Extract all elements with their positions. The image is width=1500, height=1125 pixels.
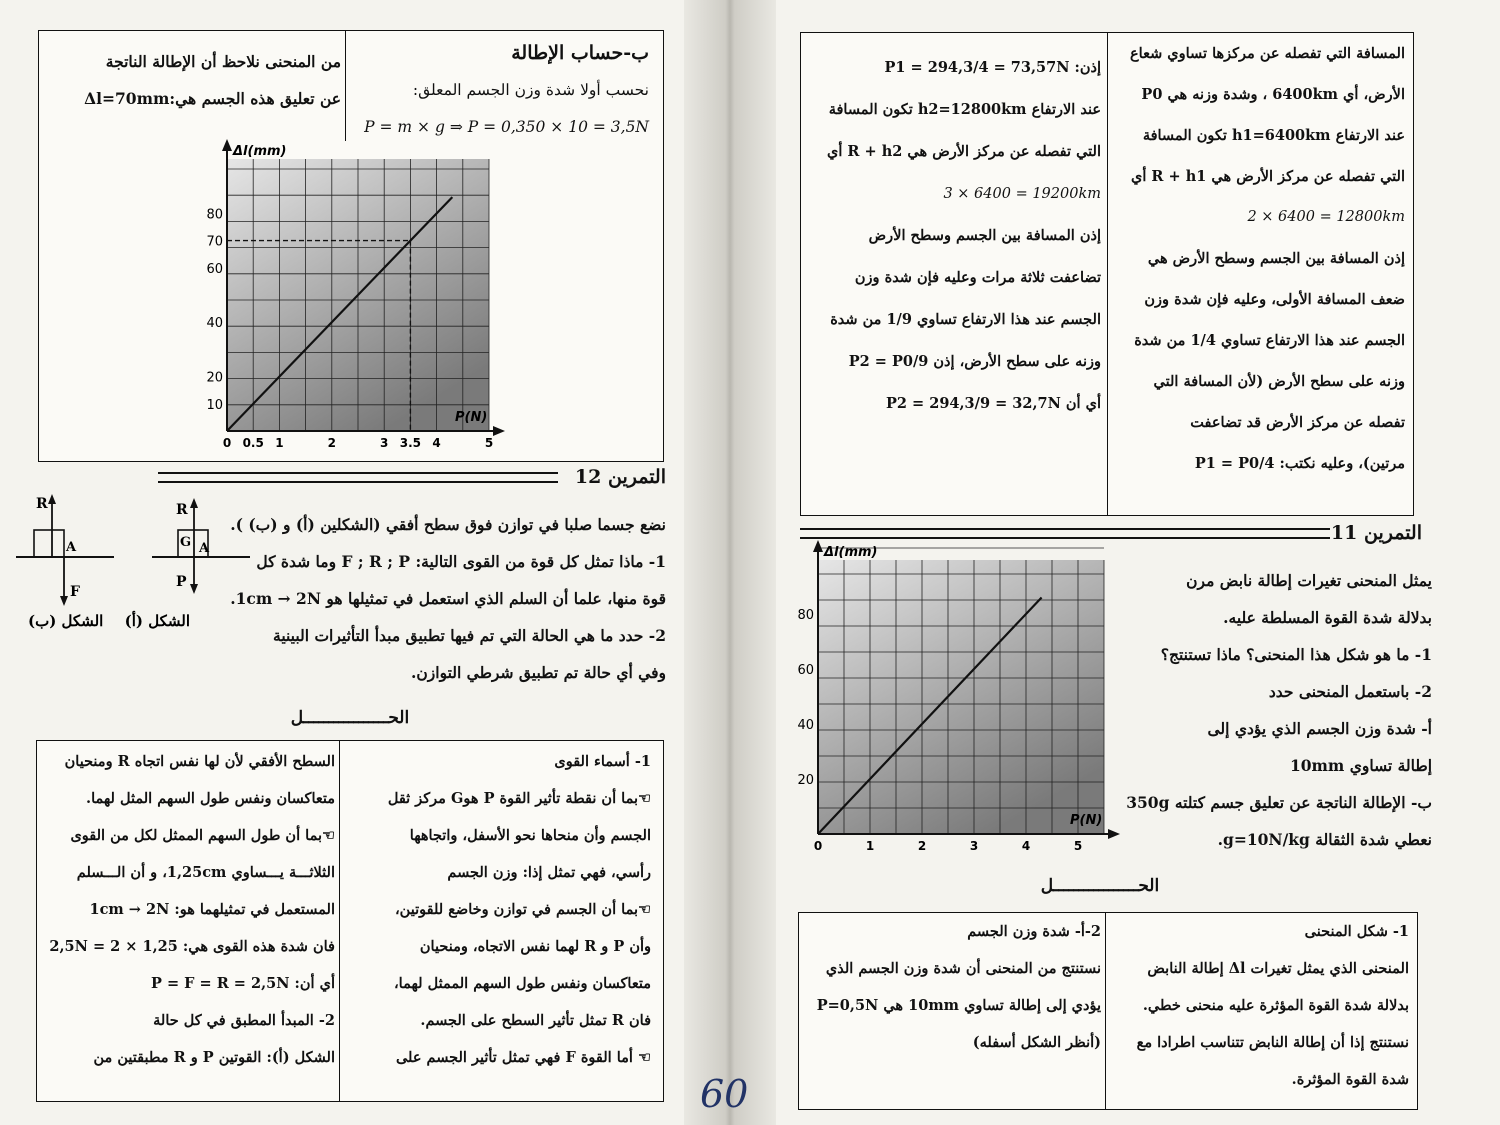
y-axis-label: Δl(mm) — [824, 545, 878, 560]
exercise11-solution-title: الحـــــــــــــــــل — [1040, 876, 1160, 896]
y-tick-label: 80 — [797, 608, 814, 623]
left-top-right-text: ب-حساب الإطالة نحسب أولا شدة وزن الجسم المعلق: P = m × g ⇒ P = 0,350 × 10 = 3,5N — [364, 42, 649, 136]
y-tick-label: 40 — [797, 718, 814, 733]
x-tick-label: 1 — [275, 436, 284, 450]
figure-b-label-R: R — [36, 496, 48, 512]
x-tick-label: 3.5 — [399, 436, 422, 450]
figure-b-block — [34, 530, 64, 557]
y-axis-label: Δl(mm) — [233, 144, 287, 159]
x-tick-label: 5 — [484, 436, 494, 450]
extension-graph-left — [179, 135, 509, 455]
figure-a-label-G: G — [180, 535, 192, 550]
x-tick-label: 2 — [327, 436, 336, 450]
left-solution-right-col: 1- أسماء القوى ☜بما أن نقطة تأثير القوة P هوG مركز ثقل الجسم وأن منحاها نحو الأسفل، واتجاهها رأسي، فهي تمثل إذا: وزن الجسم ☜بما أن الجسم في توازن وخاضع للقوتين، وأن P و R لهما نفس الاتجاه، ومنحيان متعاكسان ونفس طول السهم الممثل لهما، فان R تمثل تأثير السطح على الجسم. ☜ أما القوة F فهي تمثل تأثير الجسم على — [387, 753, 651, 1066]
graph-background — [818, 560, 1104, 834]
right-solution-right-col: 1- شكل المنحنى المنحنى الذي يمثل تغيرات Δl إطالة النابض بدلالة شدة القوة المؤثرة عليه منحنى خطي. نستنتج إذا أن إطالة النابض تتناسب اطرادا مع شدة القوة المؤثرة. — [1136, 923, 1409, 1088]
right-solution-box — [798, 912, 1418, 1110]
x-tick-label: 3 — [969, 839, 979, 853]
exercise11-text: يمثل المنحنى تغيرات إطالة نابض مرن بدلالة شدة القوة المسلطة عليه. 1- ما هو شكل هذا المنحنى؟ ماذا تستنتج؟ 2- باستعمل المنحنى حدد أ- شدة وزن الجسم الذي يؤدي إلى إطالة تساوي 10mm ب- الإطالة الناتجة عن تعليق جسم كتلته 350g نعطي شدة الثقالة g=10N/kg. — [1126, 571, 1432, 849]
y-tick-label: 10 — [206, 397, 223, 413]
x-tick-label: 5 — [1073, 839, 1083, 853]
x-axis-arrow — [1108, 829, 1120, 839]
left-top-note: من المنحنى نلاحظ أن الإطالة الناتجة عن تعليق هذه الجسم هي:Δl=70mm — [84, 52, 341, 108]
y-tick-label: 60 — [797, 663, 814, 678]
right-solution-left-col: 2-أ- شدة وزن الجسم نستنتج من المنحنى أن شدة وزن الجسم الذي يؤدي إلى إطالة تساوي 10mm هي P=0,5N (أنظر الشكل أسفله) — [816, 923, 1101, 1051]
x-tick-label: 0.5 — [242, 436, 264, 450]
x-tick-label: 1 — [865, 839, 875, 853]
exercise11-separator-line — [800, 528, 1330, 539]
x-axis-arrow — [493, 426, 505, 436]
x-tick-label: 3 — [380, 436, 389, 450]
x-tick-label: 0 — [813, 839, 823, 853]
figure-a-caption: الشكل (أ) — [124, 612, 190, 630]
y-axis-arrow — [222, 139, 232, 151]
figure-a-label-R: R — [176, 502, 188, 518]
x-tick-label: 2 — [917, 839, 927, 853]
right-top-left-col: إذن: P1 = 294,3/4 = 73,57N عند الارتفاع h2=12800km تكون المسافة التي تفصله عن مركز الأرض هي R + h2 أي 3 × 6400 = 19200km إذن المسافة بين الجسم وسطح الأرض تضاعفت ثلاثة مرات وعليه فإن شدة وزن الجسم عند هذا الارتفاع تساوي 1/9 من شدة وزنه على سطح الأرض، إذن P2 = P0/9 أي أن P2 = 294,3/9 = 32,7N — [826, 59, 1101, 412]
figure-b-label-F: F — [70, 584, 80, 600]
figure-a-label-A: A — [199, 541, 210, 556]
y-tick-label: 20 — [206, 370, 223, 386]
y-tick-label: 70 — [206, 234, 223, 250]
left-solution-box — [36, 740, 664, 1102]
book-spine — [684, 0, 776, 1125]
x-tick-label: 4 — [432, 436, 441, 450]
y-tick-label: 40 — [206, 316, 223, 332]
y-tick-label: 80 — [206, 207, 223, 223]
figure-b-caption: الشكل (ب) — [28, 612, 104, 630]
figure-a-label-P: P — [176, 574, 187, 590]
right-top-box — [800, 32, 1414, 516]
figure-b — [14, 488, 118, 634]
figure-a — [124, 494, 254, 634]
x-axis-label: P(N) — [1070, 813, 1103, 828]
y-axis-arrow — [813, 540, 823, 552]
left-solution-left-col: السطح الأفقي لأن لها نفس اتجاه R ومنحيان متعاكسان ونفس طول السهم المثل لهما. ☜بما أن طول السهم الممثل لكل من القوى الثلاثـــة يـــساوي 1,25cm، و أن الـــسلم المستعمل في تمثيلهما هو: 1cm → 2N فان شدة هذه القوى هي: 1,25 × 2 = 2,5N أي أن: P = F = R = 2,5N 2- المبدأ المطبق في كل حالة الشكل (أ): القوتين P و R مطبقتين من — [49, 753, 335, 1066]
figure-b-label-A: A — [66, 540, 77, 555]
exercise12-title: التمرين 12 — [574, 466, 666, 488]
right-top-right-col: المسافة التي تفصله عن مركزها تساوي شعاع الأرض، أي 6400km ، وشدة وزنه هي P0 عند الارتفاع h1=6400km تكون المسافة التي تفصله عن مركز الأرض هي R + h1 أي 2 × 6400 = 12800km إذن المسافة بين الجسم وسطح الأرض هي ضعف المسافة الأولى، وعليه فإن شدة وزن الجسم عند هذا الارتفاع تساوي 1/4 من شدة وزنه على سطح الأرض (لأن المسافة التي تفصله عن مركز الأرض قد تضاعفت مرتين)، وعليه نكتب: P1 = P0/4 — [1130, 45, 1405, 472]
left-top-box — [38, 30, 664, 462]
x-tick-label: 0 — [222, 436, 232, 450]
x-tick-label: 4 — [1021, 839, 1031, 853]
exercise12-solution-title: الحـــــــــــــــــل — [290, 708, 410, 728]
exercise12-separator — [158, 472, 558, 483]
y-tick-label: 60 — [206, 261, 223, 277]
page-number: 60 — [700, 1072, 749, 1116]
exercise12-text: نضع جسما صلبا في توازن فوق سطح أفقي (الشكلين (أ) و (ب) ). 1- ماذا تمثل كل قوة من القوى التالية: F ; R ; P وما شدة كل قوة منها، علما أن السلم الذي استعمل في تمثيلها هو 1cm → 2N. 2- حدد ما هي الحالة التي تم فيها تطبيق مبدأ التأثيرات البينية وفي أي حالة تم تطبيق شرطي التوازن. — [230, 515, 666, 682]
exercise11-title: التمرين 11 — [1330, 522, 1422, 544]
extension-graph-right — [786, 545, 1126, 870]
x-axis-label: P(N) — [455, 410, 488, 425]
y-tick-label: 20 — [797, 773, 814, 788]
